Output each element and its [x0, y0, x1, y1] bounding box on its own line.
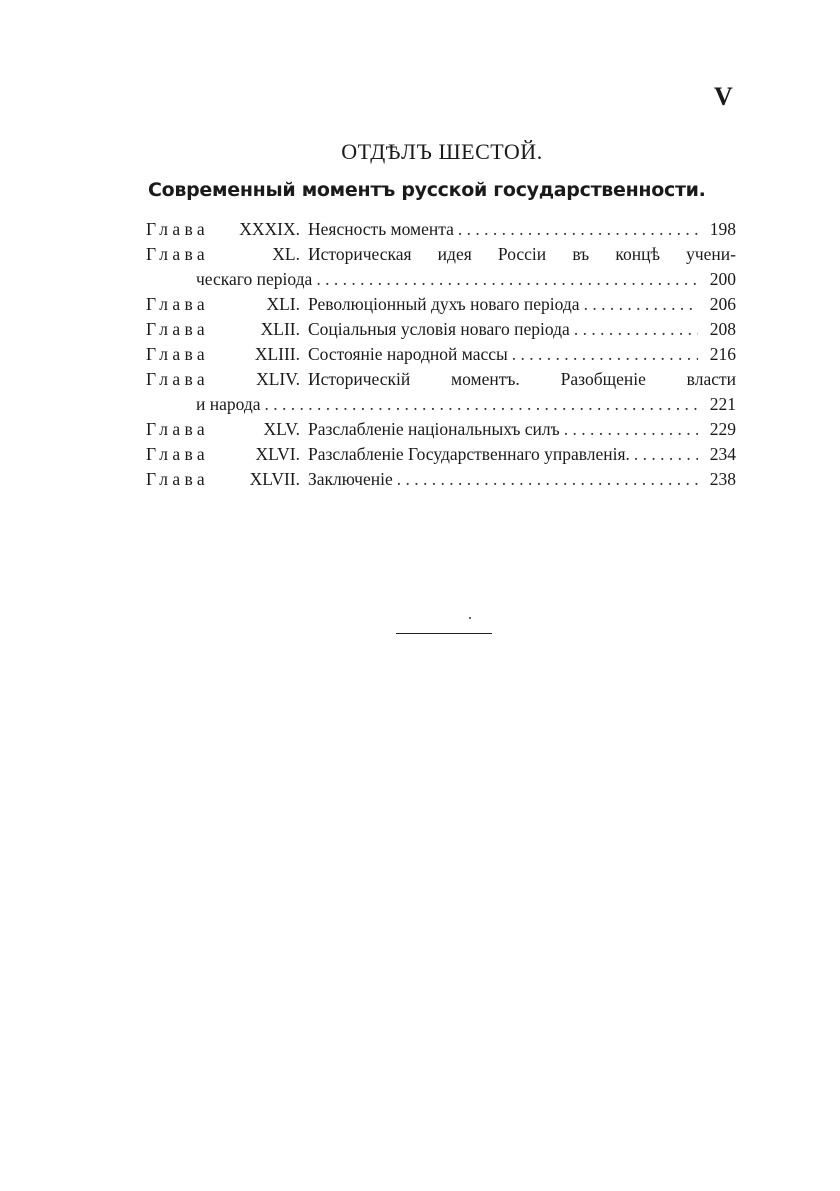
dot-leader: [564, 417, 698, 442]
chapter-title: Историческая идея Россiи въ концѣ учени-: [308, 244, 736, 264]
chapter-title: Состоянiе народной массы: [308, 344, 508, 364]
dot-leader: [584, 292, 698, 317]
chapter-page: 206: [709, 294, 736, 314]
chapter-label: Глава: [146, 444, 210, 464]
chapter-title: Разслабленiе Государственнаго управленiя.: [308, 444, 630, 464]
table-of-contents: [146, 217, 736, 492]
chapter-label: Глава: [146, 294, 210, 314]
chapter-numeral: XXXIX.: [239, 219, 300, 239]
chapter-page: 216: [709, 344, 736, 364]
chapter-title: Историческiй моментъ. Разобщенiе власти: [308, 369, 736, 389]
chapter-title: Революцiонный духъ новаго перiода: [308, 294, 580, 314]
chapter-numeral: XLIII.: [254, 344, 300, 364]
dot-leader: [265, 392, 698, 417]
chapter-title: Соцiальныя условiя новаго перiода: [308, 319, 570, 339]
dot-leader: [512, 342, 698, 367]
page-number: V: [714, 82, 733, 111]
chapter-page: 234: [709, 444, 736, 464]
chapter-numeral: XLV.: [263, 419, 300, 439]
chapter-page: 238: [709, 469, 736, 489]
toc-entry: [146, 467, 736, 492]
chapter-label: Глава: [146, 419, 210, 439]
chapter-title: Разслабленiе нацiональныхъ силъ: [308, 419, 560, 439]
chapter-label: Глава: [146, 219, 210, 239]
chapter-numeral: XLVI.: [255, 444, 300, 464]
section-end-rule: [396, 633, 492, 634]
chapter-label: Глава: [146, 319, 210, 339]
chapter-page: 200: [709, 269, 736, 289]
toc-entry-continuation: [146, 267, 736, 292]
toc-entry: [146, 217, 736, 242]
chapter-numeral: XLIV.: [256, 369, 300, 389]
chapter-title-continuation: и народа: [196, 394, 261, 414]
section-title: ОТДѢЛЪ ШЕСТОЙ.: [341, 139, 543, 164]
toc-entry-continuation: [146, 392, 736, 417]
toc-entry: [146, 342, 736, 367]
chapter-numeral: XLII.: [260, 319, 300, 339]
chapter-page: 208: [709, 319, 736, 339]
dot-leader: [634, 442, 698, 467]
dot-leader: [574, 317, 698, 342]
chapter-numeral: XLI.: [266, 294, 300, 314]
toc-entry: [146, 367, 736, 392]
chapter-page: 221: [709, 394, 736, 414]
toc-entry: [146, 442, 736, 467]
chapter-label: Глава: [146, 369, 210, 389]
chapter-title-continuation: ческаго перiода: [196, 269, 313, 289]
chapter-numeral: XLVII.: [249, 469, 300, 489]
chapter-page: 198: [709, 219, 736, 239]
chapter-label: Глава: [146, 469, 210, 489]
chapter-page: 229: [709, 419, 736, 439]
toc-entry: [146, 417, 736, 442]
toc-entry: [146, 242, 736, 267]
chapter-numeral: XL.: [272, 244, 300, 264]
chapter-label: Глава: [146, 344, 210, 364]
chapter-title: Неясность момента: [308, 219, 454, 239]
section-subtitle: Современный моментъ русской государственности.: [148, 179, 706, 201]
toc-entry: [146, 317, 736, 342]
toc-entry: [146, 292, 736, 317]
dot-leader: [397, 467, 698, 492]
dot-leader: [458, 217, 698, 242]
chapter-title: Заключенiе: [308, 469, 393, 489]
chapter-label: Глава: [146, 244, 210, 264]
ink-speck: [469, 617, 471, 619]
dot-leader: [316, 267, 698, 292]
